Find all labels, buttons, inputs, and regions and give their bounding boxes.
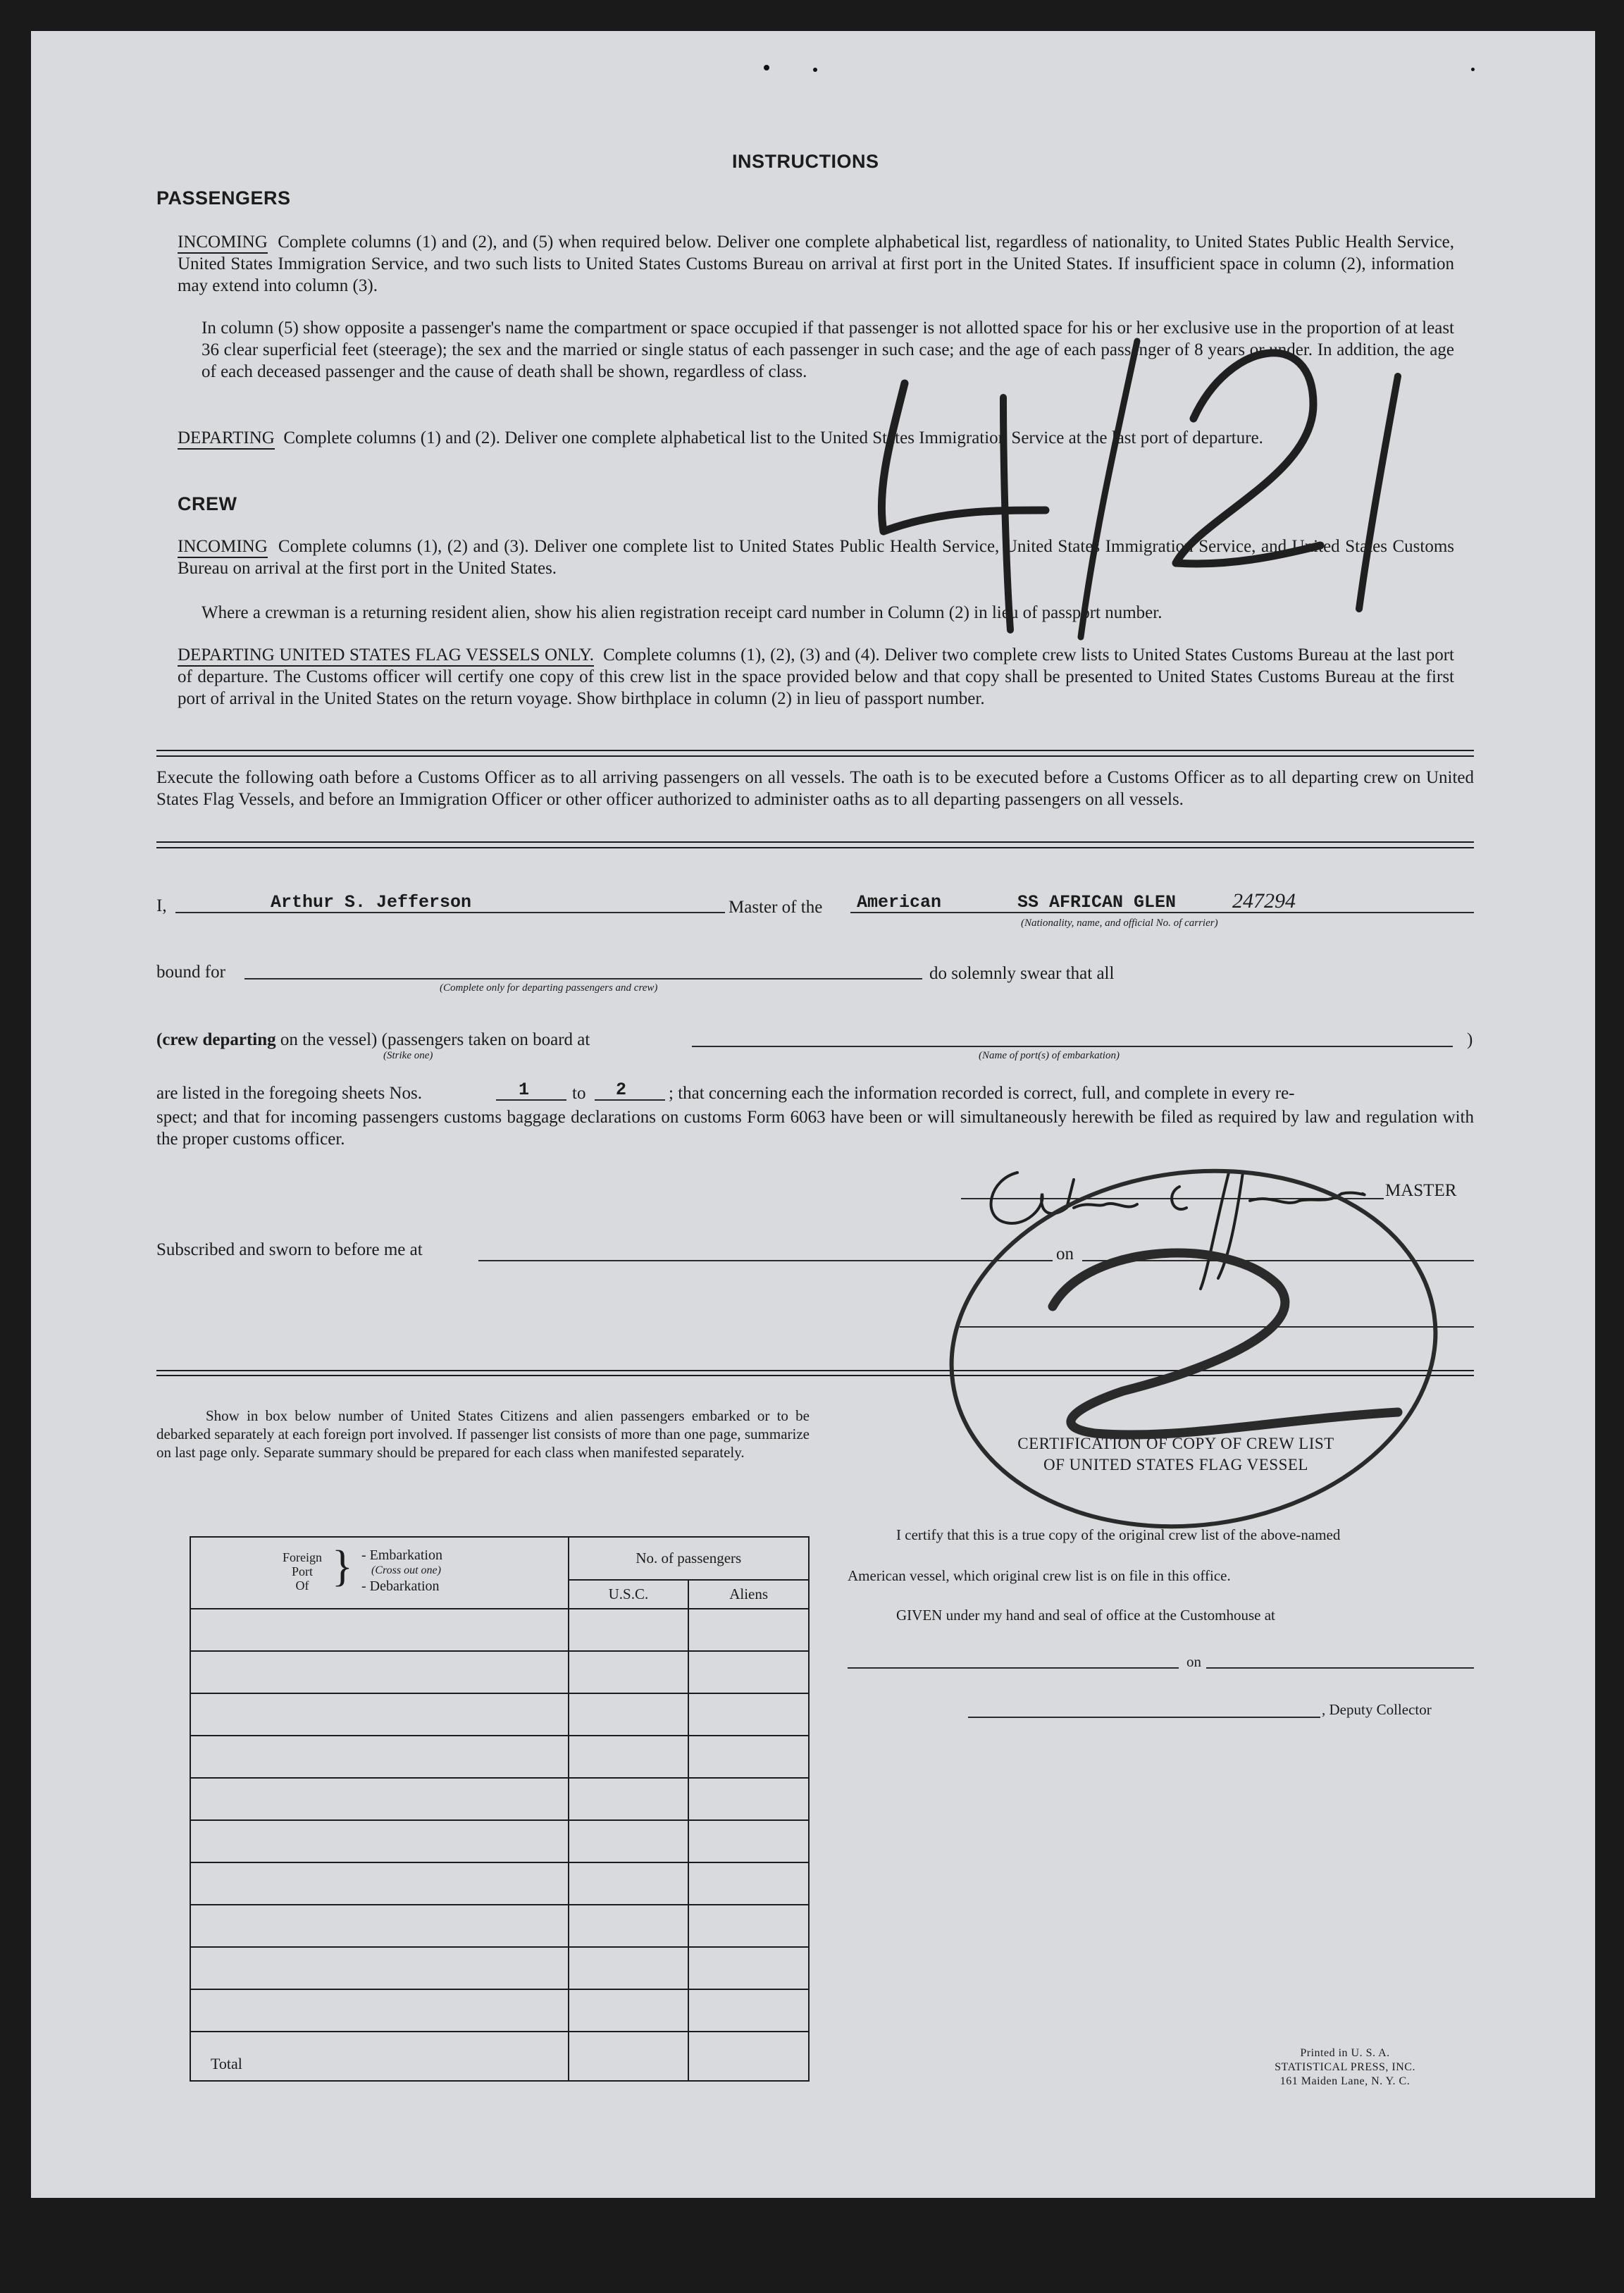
embarkation-port-line [692,1046,1453,1047]
certification-title-line1: CERTIFICATION OF COPY OF CREW LIST [1017,1435,1334,1452]
deputy-collector-label: , Deputy Collector [1322,1701,1432,1718]
instructions-title: INSTRUCTIONS [732,151,879,172]
debarkation-label: - Debarkation [361,1578,440,1594]
crew-departing-text: Complete columns (1), (2), (3) and (4). Deliver two complete crew lists to United States Customs Bureau at the last port of departure. The Customs officer will certify one copy of this crew list in the space provided below and that copy shall be presented to United States Customs Bureau at the first port of arrival in the United States on the return voyage. Show birthplace in column (2) in lieu of passport number. [178,645,1455,708]
passengers-departing-text: Complete columns (1) and (2). Deliver one complete alphabetical list to the United States Immigration Service at the last port of departure. [283,428,1263,447]
usc-cell[interactable] [569,1820,689,1862]
circled-number-stamp [912,1144,1468,1546]
embarkation-label: - Embarkation [361,1547,442,1563]
aliens-cell[interactable] [688,1989,809,2032]
port-cell[interactable] [190,1736,569,1778]
port-header-cell [190,1537,569,1609]
carrier-caption: (Nationality, name, and official No. of carrier) [1021,917,1218,929]
oath-i-label: I, [156,896,167,915]
sheet-to-line [595,1099,665,1101]
usc-cell[interactable] [569,1778,689,1820]
crew-incoming-label: INCOMING [178,537,268,558]
passenger-summary-table [190,1536,810,2082]
crew-departing-label: DEPARTING UNITED STATES FLAG VESSELS ONLY. [178,645,594,667]
on-vessel-text: on the vessel) [280,1030,378,1049]
port-cell[interactable] [190,1651,569,1693]
port-cell[interactable] [190,1693,569,1736]
table-row [190,1862,809,1905]
certification-line3: GIVEN under my hand and seal of office at the Customhouse at [896,1607,1275,1624]
scan-speck [813,68,817,72]
port-cell[interactable] [190,1609,569,1651]
scan-speck [1471,68,1475,71]
aliens-cell[interactable] [688,1651,809,1693]
usc-cell[interactable] [569,1609,689,1651]
master-of-label: Master of the [729,898,823,917]
table-row [190,1651,809,1693]
oath-intro: Execute the following oath before a Customs Officer as to all arriving passengers on all vessels. The oath is to be executed before a Customs Officer as to all departing crew on United States Flag Vessels, and before an Immigration Officer or other officer authorized to administer oaths as to all departing passengers on all vessels. [156,768,1474,809]
table-row [190,1736,809,1778]
table-row [190,1947,809,1989]
brace-glyph: } [332,1543,353,1590]
vessel-name-value: SS AFRICAN GLEN [1017,892,1177,913]
customhouse-line [848,1667,1179,1669]
close-paren: ) [1467,1030,1473,1049]
passengers-incoming-paragraph [178,231,1454,297]
usc-cell[interactable] [569,1862,689,1905]
sheet-from-value: 1 [519,1080,530,1100]
sheet-from-line [496,1099,566,1101]
subscribed-label: Subscribed and sworn to before me at [156,1240,423,1259]
certification-line1: I certify that this is a true copy of the original crew list of the above-named [896,1526,1341,1543]
usc-cell[interactable] [569,1693,689,1736]
strike-caption: (Strike one) [383,1050,433,1061]
passengers-taken-text: (passengers taken on board at [381,1030,590,1049]
certification-line2: American vessel, which original crew list is on file in this office. [848,1567,1231,1584]
deputy-collector-line [968,1717,1320,1718]
port-cell[interactable] [190,1905,569,1947]
usc-cell[interactable] [569,1736,689,1778]
aliens-header: Aliens [688,1580,809,1609]
no-passengers-header: No. of passengers [569,1537,809,1580]
to-label: to [572,1084,586,1103]
subscribed-on-label: on [1056,1244,1074,1263]
usc-total-cell[interactable] [569,2032,689,2081]
crew-departing-text-bold: (crew departing [156,1030,276,1049]
table-header-row [190,1537,809,1580]
aliens-cell[interactable] [688,1736,809,1778]
port-caption: (Name of port(s) of embarkation) [979,1050,1120,1061]
aliens-cell[interactable] [688,1778,809,1820]
aliens-cell[interactable] [688,1905,809,1947]
divider [156,750,1474,751]
listed-text-2: ; that concerning each the information recorded is correct, full, and complete in every re- [669,1084,1295,1103]
aliens-cell[interactable] [688,1609,809,1651]
aliens-cell[interactable] [688,1693,809,1736]
column5-paragraph: In column (5) show opposite a passenger's name the compartment or space occupied if that passenger is not allotted space for his or her exclusive use in the proportion of at least 36 clear superficial feet (steerage); the sex and the married or single status of each passenger in such case; and the age of each passenger of 8 years or under. In addition, the age of each deceased passenger and the cause of death shall be shown, regardless of class. [202,319,1454,381]
foreign-port-of [274,1550,330,1593]
swear-text: do solemnly swear that all [929,964,1115,983]
vessel-clause [156,1030,590,1050]
listed-text: are listed in the foregoing sheets Nos. [156,1084,422,1103]
divider [156,841,1474,843]
port-cell[interactable] [190,1989,569,2032]
port-cell[interactable] [190,1947,569,1989]
master-label: MASTER [1385,1181,1457,1200]
usc-cell[interactable] [569,1905,689,1947]
table-row [190,1609,809,1651]
of-label: Of [295,1578,309,1593]
passengers-heading: PASSENGERS [156,187,291,209]
port-cell[interactable] [190,1820,569,1862]
official-number-value: 247294 [1232,889,1296,913]
handwritten-sheet-number [862,299,1482,665]
table-row [190,1778,809,1820]
table-row [190,1989,809,2032]
printer-line1: Printed in U. S. A. [1300,2047,1390,2059]
aliens-cell[interactable] [688,1862,809,1905]
box-instructions: Show in box below number of United States Citizens and alien passengers embarked or to be debarked separately at each foreign port involved. If passenger list consists of more than one page, summarize on last page only. Separate summary should be prepared for each class when manifested separately. [156,1407,810,1461]
usc-cell[interactable] [569,1651,689,1693]
total-row [190,2032,809,2081]
port-cell[interactable] [190,1778,569,1820]
crew-incoming-text: Complete columns (1), (2) and (3). Deliver one complete list to United States Public Health Service, United States Immigration Service, and United States Customs Bureau on arrival at the first port in the United States. [178,537,1455,578]
bound-for-label: bound for [156,963,225,982]
aliens-total-cell[interactable] [688,2032,809,2081]
passengers-incoming-text: Complete columns (1) and (2), and (5) when required below. Deliver one complete alphabetical list, regardless of nationality, to United States Public Health Service, United States Immigration Service, and two such lists to United States Customs Bureau on arrival at first port in the United States. If insufficient space in column (2), information may extend into column (3). [178,233,1455,295]
embark-debark-labels [361,1547,442,1594]
listed-text-3: spect; and that for incoming passengers customs baggage declarations on customs Form 6063 have been or will simultaneously herewith be filed as required by law and regulation with the proper customs officer. [156,1108,1474,1149]
usc-header: U.S.C. [569,1580,689,1609]
total-label: Total [190,2032,569,2081]
bound-for-caption: (Complete only for departing passengers and crew) [440,982,658,994]
certification-title-line2: OF UNITED STATES FLAG VESSEL [1043,1456,1308,1473]
printer-line2: STATISTICAL PRESS, INC. [1275,2061,1415,2073]
usc-cell[interactable] [569,1989,689,2032]
table-row [190,1820,809,1862]
foreign-label: Foreign [283,1550,322,1564]
aliens-cell[interactable] [688,1947,809,1989]
printer-imprint [1229,2046,1461,2089]
nationality-value: American [857,892,942,913]
crew-heading: CREW [178,493,237,514]
sheet-to-value: 2 [616,1080,627,1100]
printer-line3: 161 Maiden Lane, N. Y. C. [1279,2075,1411,2087]
divider [156,755,1474,757]
cross-out-label: (Cross out one) [371,1564,441,1576]
scan-speck [764,65,769,70]
passengers-incoming-label: INCOMING [178,233,268,254]
table-row [190,1905,809,1947]
document-page [31,31,1595,2198]
master-name-value: Arthur S. Jefferson [271,892,472,913]
bound-for-line [244,978,922,979]
port-cell[interactable] [190,1862,569,1905]
aliens-cell[interactable] [688,1820,809,1862]
crewman-paragraph: Where a crewman is a returning resident alien, show his alien registration receipt card number in Column (2) in lieu of passport number. [202,603,1163,622]
divider [156,847,1474,848]
port-label: Port [291,1564,313,1578]
passengers-departing-label: DEPARTING [178,428,275,450]
certification-on-label: on [1186,1653,1201,1670]
usc-cell[interactable] [569,1947,689,1989]
certification-date-line [1206,1667,1474,1669]
table-row [190,1693,809,1736]
